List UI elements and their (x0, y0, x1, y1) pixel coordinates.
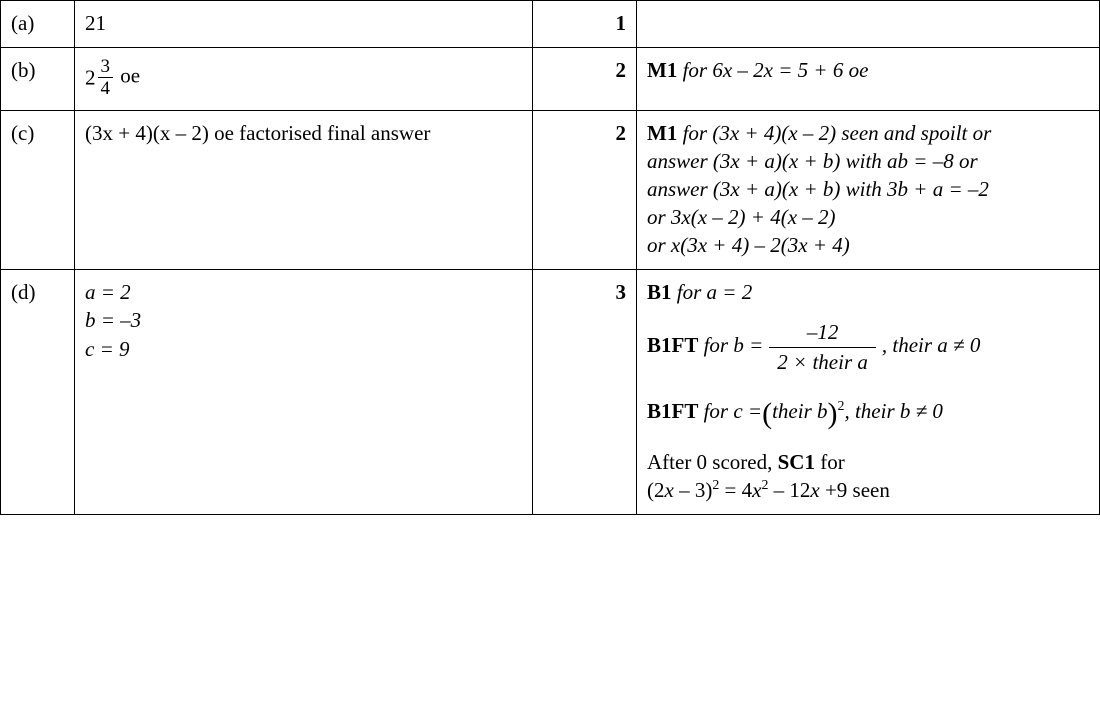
mark-code-b1: B1 (647, 280, 672, 305)
mark-note-text: for a = 2 (676, 280, 753, 305)
answer-line: b = –3 (85, 308, 142, 333)
notes-line (647, 448, 1089, 476)
notes-line (647, 119, 1089, 147)
mark-note-text: for c = (703, 398, 763, 423)
notes-line: or x(3x + 4) – 2(3x + 4) (647, 233, 850, 258)
mixed-whole: 2 (85, 65, 96, 90)
fraction (98, 56, 114, 100)
mark-note-text: for 6x – 2x = 5 + 6 oe (682, 58, 869, 83)
notes-line (647, 320, 1089, 374)
mark-note-condition: , their a ≠ 0 (881, 333, 981, 358)
notes-line (647, 278, 1089, 306)
mark-note-text: for (3x + 4)(x – 2) seen and spoilt or (682, 120, 992, 145)
table-row (1, 270, 1100, 515)
mark-code-m1: M1 (647, 120, 678, 145)
row-part-label: (c) (1, 110, 75, 270)
row-answer (75, 270, 533, 515)
special-case-lead: After 0 scored, (647, 449, 773, 474)
answer-line: a = 2 (85, 280, 131, 305)
answer-line: c = 9 (85, 336, 130, 361)
open-paren: ( (762, 396, 773, 430)
notes-line: answer (3x + a)(x + b) with 3b + a = –2 (647, 176, 989, 201)
notes-line: $(2x - 3)^2 = 4x^2 - 12x +9$ seen (647, 476, 890, 502)
row-mark: 2 (533, 48, 637, 111)
mark-note-condition: , their b ≠ 0 (844, 398, 943, 423)
row-notes (637, 48, 1100, 111)
row-notes (637, 110, 1100, 270)
mark-code-b1ft: B1FT (647, 398, 699, 423)
row-mark: 2 (533, 110, 637, 270)
notes-line (647, 396, 1089, 430)
row-part-label: (b) (1, 48, 75, 111)
answer-suffix: oe (120, 63, 141, 88)
fraction (769, 320, 876, 374)
row-mark: 1 (533, 1, 637, 48)
row-mark: 3 (533, 270, 637, 515)
row-answer (75, 48, 533, 111)
fraction-numerator: –12 (806, 320, 839, 345)
row-notes (637, 270, 1100, 515)
fraction-denominator: 4 (98, 77, 114, 99)
mark-code-b1ft: B1FT (647, 333, 699, 358)
row-answer: (3x + 4)(x – 2) oe factorised final answer (75, 110, 533, 270)
mixed-number (85, 56, 115, 100)
mark-code-m1: M1 (647, 58, 678, 83)
row-part-label: (a) (1, 1, 75, 48)
notes-line: answer (3x + a)(x + b) with ab = –8 or (647, 148, 978, 173)
close-paren: ) (827, 396, 838, 430)
fraction-denominator: 2 × their a (769, 347, 876, 375)
exponent: 2 (837, 397, 845, 413)
mark-note-expr: their b (772, 398, 828, 423)
notes-line: or 3x(x – 2) + 4(x – 2) (647, 205, 836, 230)
row-answer: 21 (75, 1, 533, 48)
fraction-numerator: 3 (100, 56, 110, 78)
row-part-label: (d) (1, 270, 75, 515)
special-case-for: for (820, 449, 845, 474)
table-row (1, 110, 1100, 270)
row-notes (637, 1, 1100, 48)
mark-note-text: for b = (703, 333, 764, 358)
mark-code-sc1: SC1 (777, 449, 815, 474)
table-row (1, 48, 1100, 111)
table-row (1, 1, 1100, 48)
